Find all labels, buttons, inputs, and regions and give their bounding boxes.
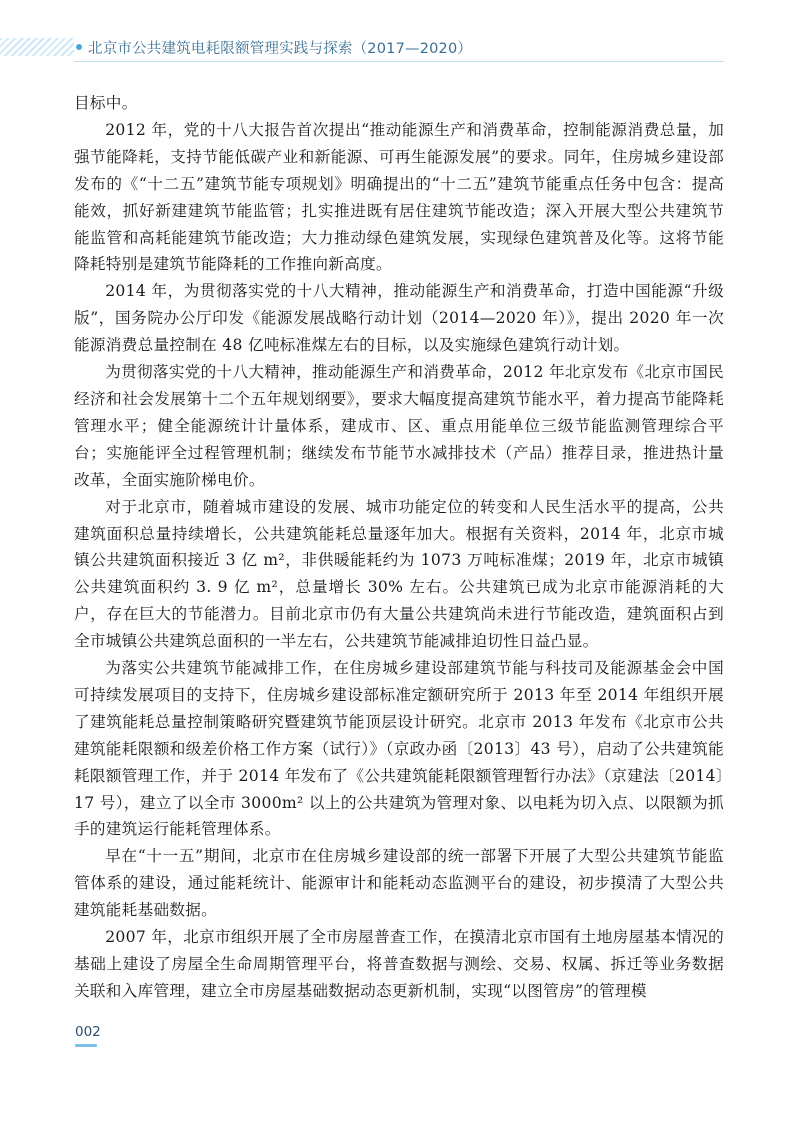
paragraph-3: 2014 年，为贯彻落实党的十八大精神，推动能源生产和消费革命，打造中国能源“升级版”，国务院办公厅印发《能源发展战略行动计划（2014—2020 年）》，提出 2020 年一次能源消费总量控制在 48 亿吨标准煤左右的目标，以及实施绿色建筑行动计划。	[74, 282, 724, 355]
header-hatch-decoration	[0, 38, 74, 56]
paragraph-8: 2007 年，北京市组织开展了全市房屋普查工作，在摸清北京市国有土地房屋基本情况的基础上建设了房屋全生命周期管理平台，将普查数据与测绘、交易、权属、拆迁等业务数据关联和入库管理，建立全市房屋基础数据动态更新机制，实现“以图管房”的管理模	[74, 928, 724, 1000]
paragraph-4: 为贯彻落实党的十八大精神，推动能源生产和消费革命，2012 年北京发布《北京市国民经济和社会发展第十二个五年规划纲要》，要求大幅度提高建筑节能水平，着力提高节能降耗管理水平；健全能源统计计量体系，建成市、区、重点用能单位三级节能监测管理综合平台；实施能评全过程管理机制；继续发布节能节水减排技术（产品）推荐目录，推进热计量改革，全面实施阶梯电价。	[74, 363, 724, 489]
page-number-underline	[75, 1044, 97, 1047]
paragraph-2: 2012 年，党的十八大报告首次提出“推动能源生产和消费革命，控制能源消费总量，加强节能降耗，支持节能低碳产业和新能源、可再生能源发展”的要求。同年，住房城乡建设部发布的《“十二五”建筑节能专项规划》明确提出的“十二五”建筑节能重点任务中包含：提高能效，抓好新建建筑节能监管；扎实推进既有居住建筑节能改造；深入开展大型公共建筑节能监管和高耗能建筑节能改造；大力推动绿色建筑发展，实现绿色建筑普及化等。这将节能降耗特别是建筑节能降耗的工作推向新高度。	[74, 120, 724, 274]
paragraph-6: 为落实公共建筑节能减排工作，在住房城乡建设部建筑节能与科技司及能源基金会中国可持续发展项目的支持下，住房城乡建设部标准定额研究所于 2013 年至 2014 年组织开展了建筑能耗总量控制策略研究暨建筑节能顶层设计研究。北京市 2013 年发布《北京市公共建筑能耗限额和级差价格工作方案（试行）》（京政办函〔2013〕43 号），启动了公共建筑能耗限额管理工作，并于 2014 年发布了《公共建筑能耗限额管理暂行办法》（京建法〔2014〕17 号），建立了以全市 3000m² 以上的公共建筑为管理对象、以电耗为切入点、以限额为抓手的建筑运行能耗管理体系。	[74, 659, 724, 839]
header-rule	[74, 61, 724, 62]
paragraph-1: 目标中。	[74, 94, 138, 112]
body-text	[74, 90, 724, 1005]
page-number: 002	[75, 1024, 101, 1040]
paragraph-7: 早在“十一五”期间，北京市在住房城乡建设部的统一部署下开展了大型公共建筑节能监管体系的建设，通过能耗统计、能源审计和能耗动态监测平台的建设，初步摸清了大型公共建筑能耗基础数据。	[74, 847, 724, 920]
running-header	[0, 0, 800, 62]
header-title: 北京市公共建筑电耗限额管理实践与探索（2017—2020）	[88, 41, 473, 57]
header-bullet-icon	[76, 44, 82, 50]
paragraph-5: 对于北京市，随着城市建设的发展、城市功能定位的转变和人民生活水平的提高，公共建筑面积总量持续增长，公共建筑能耗总量逐年加大。根据有关资料，2014 年，北京市城镇公共建筑面积接近 3 亿 m²，非供暖能耗约为 1073 万吨标准煤；2019 年，北京市城镇公共建筑面积约 3. 9 亿 m²，总量增长 30% 左右。公共建筑已成为北京市能源消耗的大户，存在巨大的节能潜力。目前北京市仍有大量公共建筑尚未进行节能改造，建筑面积占到全市城镇公共建筑总面积的一半左右，公共建筑节能减排迫切性日益凸显。	[74, 497, 724, 651]
